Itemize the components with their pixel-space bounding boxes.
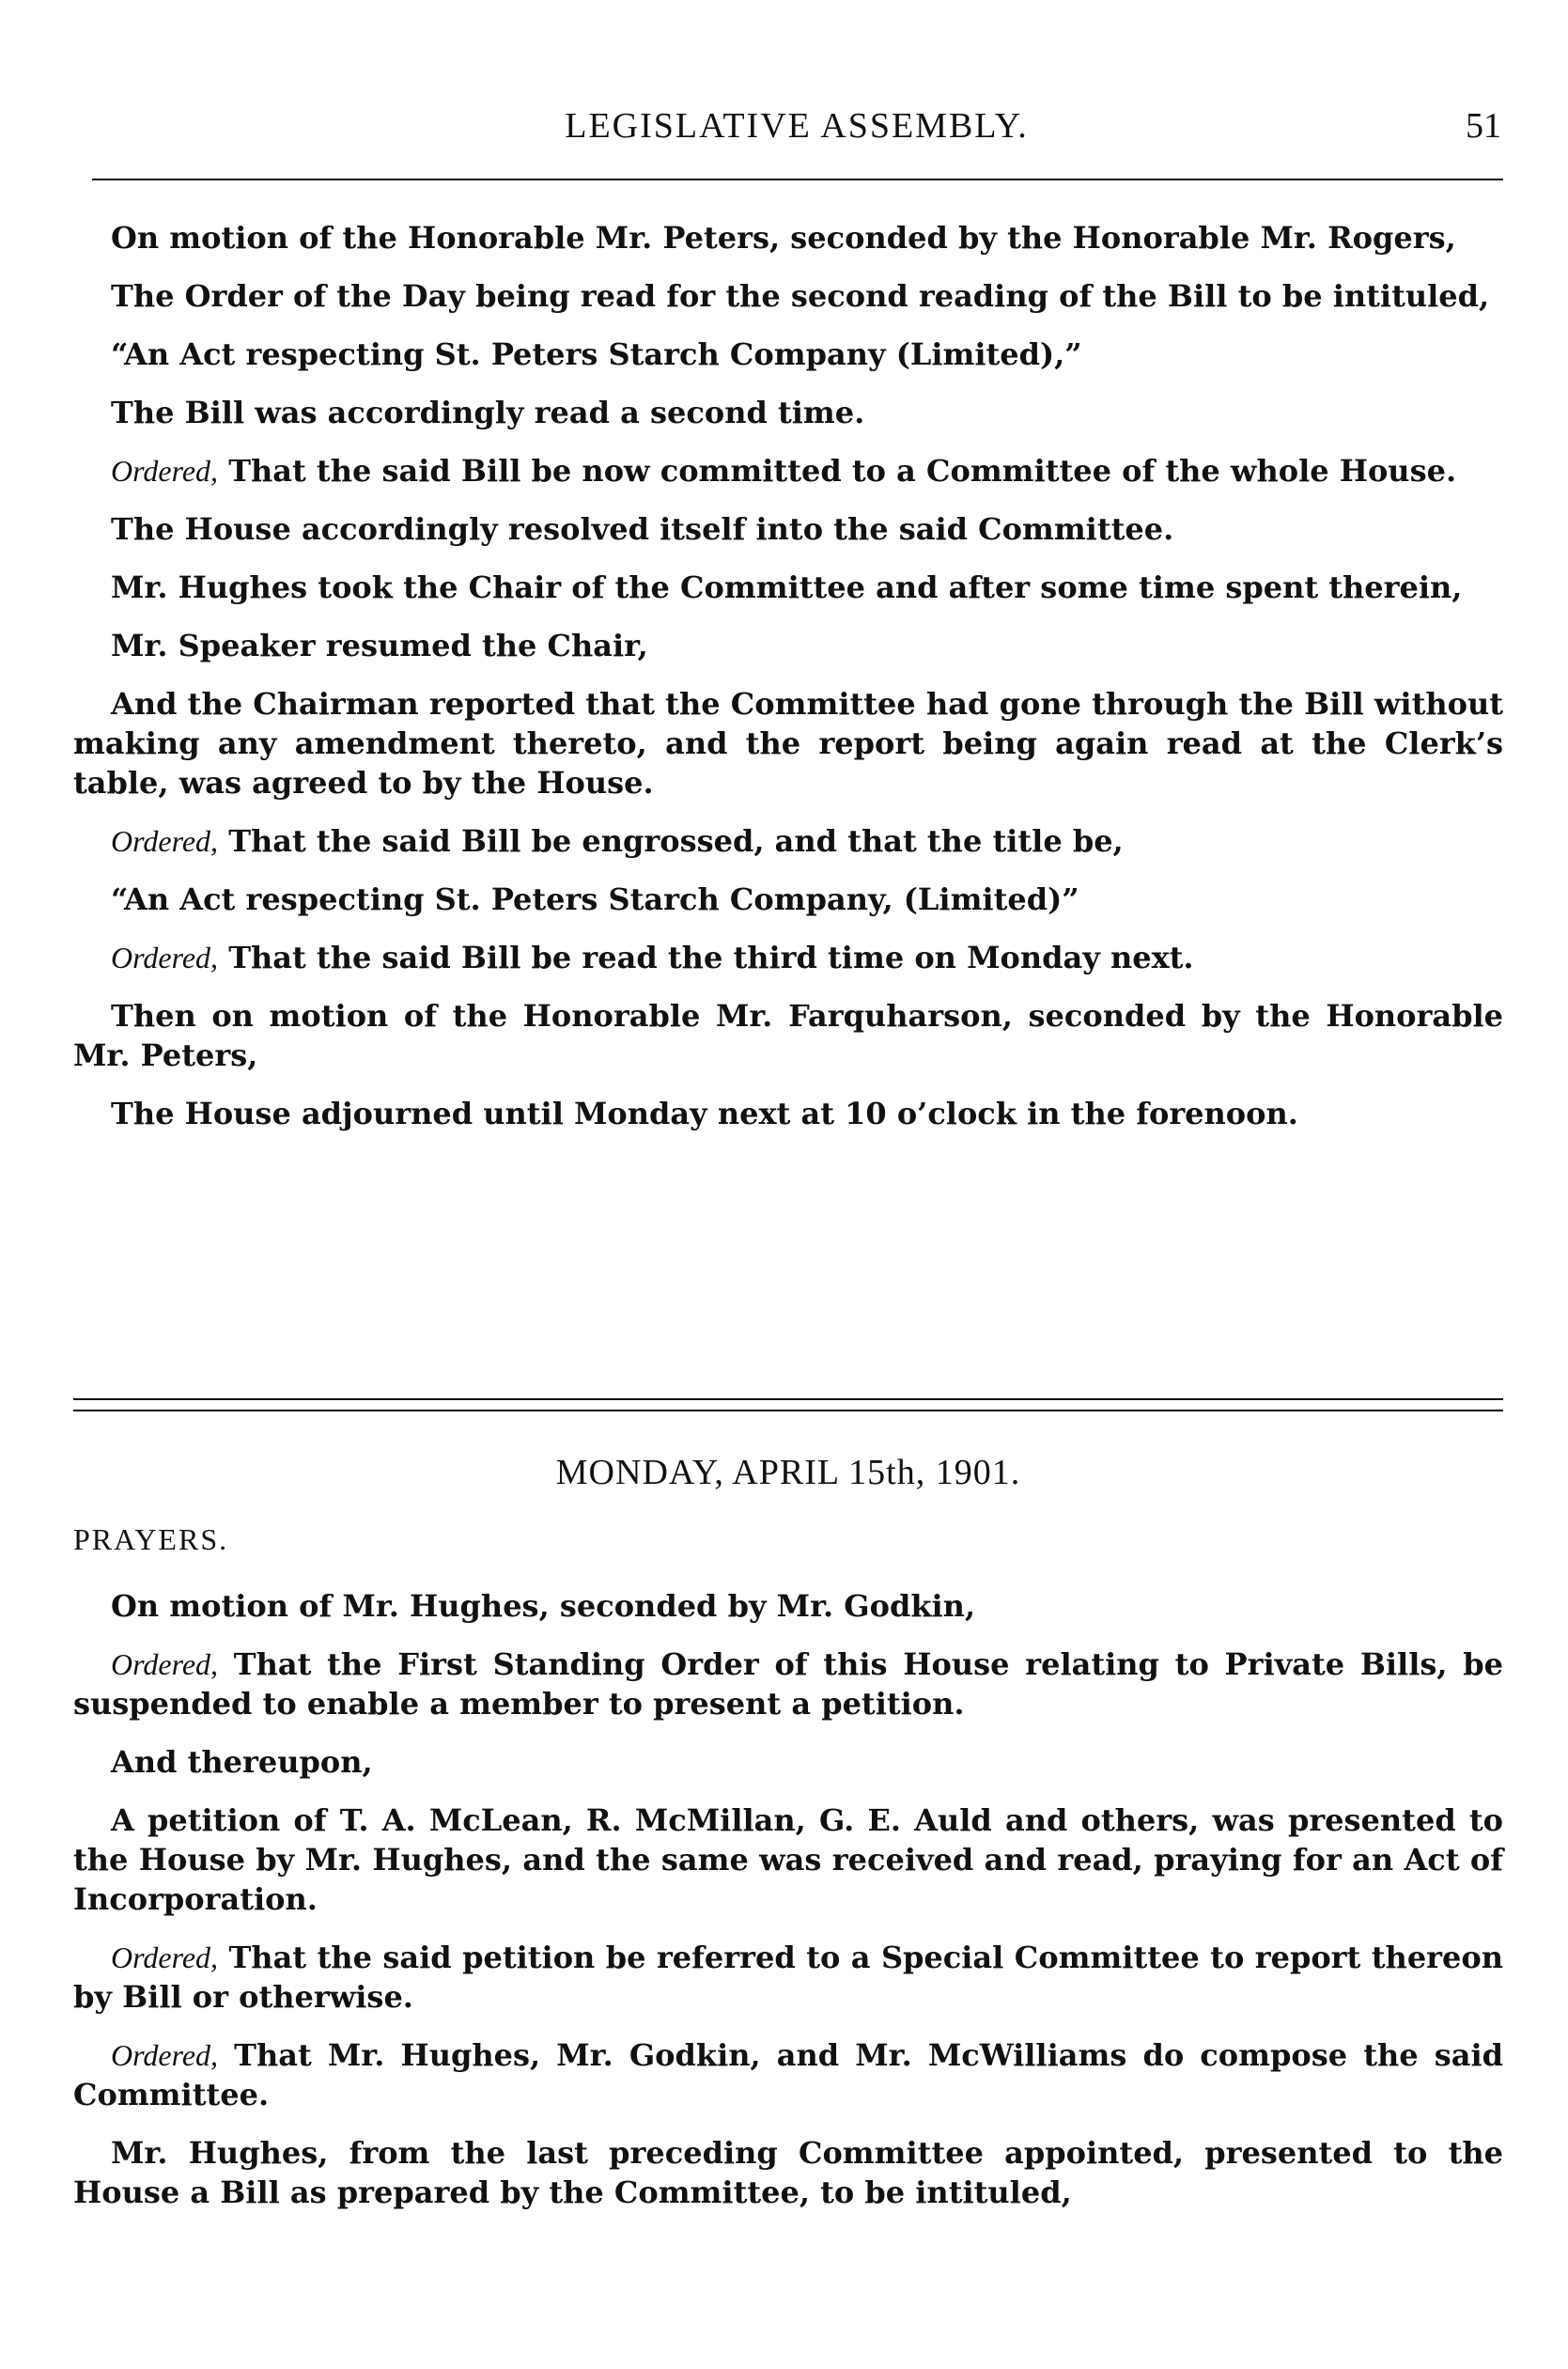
paragraph: [73, 2133, 1503, 2212]
paragraph-text: “An Act respecting St. Peters Starch Company, (Limited)”: [111, 881, 1079, 917]
paragraph: [73, 2035, 1503, 2114]
paragraph: [73, 276, 1503, 316]
paragraph-text: The Bill was accordingly read a second time.: [111, 395, 865, 430]
paragraph: [73, 1938, 1503, 2017]
double-divider: [73, 1398, 1503, 1411]
proceedings-section-2: [73, 1586, 1503, 2231]
paragraph-text: Mr. Hughes took the Chair of the Committee and after some time spent therein,: [111, 569, 1463, 605]
paragraph-text: The House accordingly resolved itself into the said Committee.: [111, 511, 1174, 547]
paragraph: [73, 393, 1503, 432]
header-rule: [92, 179, 1503, 180]
paragraph: [73, 568, 1503, 607]
paragraph-text: That Mr. Hughes, Mr. Godkin, and Mr. McWilliams do compose the said Committee.: [73, 2037, 1503, 2112]
paragraph: [73, 1094, 1503, 1133]
paragraph: [73, 996, 1503, 1075]
header-title: LEGISLATIVE ASSEMBLY.: [565, 106, 1029, 146]
paragraph: [73, 509, 1503, 549]
paragraph-text: The House adjourned until Monday next at 10 o’clock in the forenoon.: [111, 1096, 1298, 1131]
paragraph-text: Mr. Speaker resumed the Chair,: [111, 628, 648, 663]
ordered-label: Ordered,: [111, 941, 219, 974]
paragraph: [73, 938, 1503, 977]
ordered-label: Ordered,: [111, 1647, 219, 1681]
paragraph: [73, 1800, 1503, 1919]
paragraph-text: On motion of the Honorable Mr. Peters, seconded by the Honorable Mr. Rogers,: [111, 220, 1456, 256]
ordered-label: Ordered,: [111, 824, 219, 858]
paragraph-text: “An Act respecting St. Peters Starch Company (Limited),”: [111, 336, 1082, 372]
page-number: 51: [1466, 106, 1501, 146]
paragraph: [73, 684, 1503, 803]
paragraph: [73, 821, 1503, 861]
paragraph: [73, 880, 1503, 919]
ordered-label: Ordered,: [111, 1940, 219, 1974]
paragraph-text: Then on motion of the Honorable Mr. Farquharson, seconded by the Honorable Mr. Peters,: [73, 998, 1503, 1073]
paragraph-text: That the said Bill be read the third time on Monday next.: [218, 940, 1194, 975]
ordered-label: Ordered,: [111, 2038, 219, 2072]
paragraph: [73, 451, 1503, 491]
proceedings-section-1: [73, 218, 1503, 1152]
paragraph-text: That the First Standing Order of this House relating to Private Bills, be suspended to enable a member to present a petition.: [73, 1646, 1503, 1722]
paragraph-text: A petition of T. A. McLean, R. McMillan, G. E. Auld and others, was presented to the House by Mr. Hughes, and the same was received and read, praying for an Act of Incorporation.: [73, 1802, 1503, 1917]
prayers-label: PRAYERS.: [73, 1522, 229, 1556]
paragraph: [73, 218, 1503, 257]
ordered-label: Ordered,: [111, 454, 219, 488]
paragraph-text: That the said Bill be now committed to a Committee of the whole House.: [218, 453, 1457, 489]
paragraph-text: That the said Bill be engrossed, and that the title be,: [218, 823, 1124, 859]
paragraph: [73, 626, 1503, 665]
paragraph-text: That the said petition be referred to a Special Committee to report thereon by Bill or otherwise.: [73, 1940, 1503, 2015]
paragraph-text: And the Chairman reported that the Committee had gone through the Bill without making any amendment thereto, and the report being again read at the Clerk’s table, was agreed to by the House.: [73, 686, 1503, 801]
paragraph: [73, 1586, 1503, 1626]
paragraph-text: The Order of the Day being read for the second reading of the Bill to be intituled,: [111, 278, 1490, 314]
date-heading: MONDAY, APRIL 15th, 1901.: [555, 1453, 1021, 1492]
paragraph: [73, 1644, 1503, 1723]
paragraph: [73, 1742, 1503, 1782]
page-header: [92, 105, 1501, 162]
paragraph-text: On motion of Mr. Hughes, seconded by Mr. Godkin,: [111, 1588, 976, 1624]
paragraph-text: Mr. Hughes, from the last preceding Committee appointed, presented to the House a Bill as prepared by the Committee, to be intituled,: [73, 2135, 1503, 2210]
paragraph: [73, 335, 1503, 374]
paragraph-text: And thereupon,: [111, 1744, 373, 1780]
